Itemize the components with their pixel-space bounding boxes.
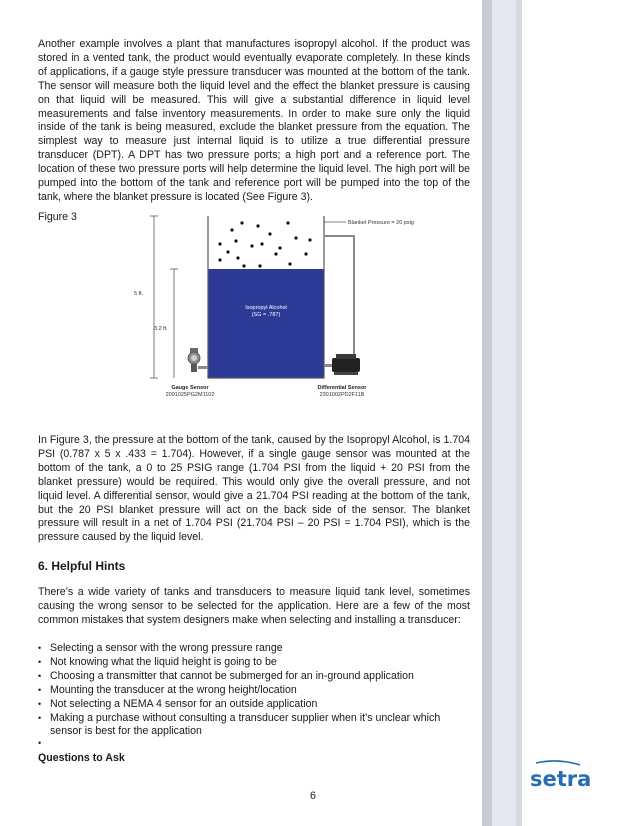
side-stripe-mid [516, 0, 522, 826]
explanation-paragraph: In Figure 3, the pressure at the bottom of the tank, caused by the Isopropyl Alcohol, is 1.704 PSI (0.787 x 5 x .433 = 1.704). However, if a single gauge sensor was mounted at the bottom of the tank, a 0 to 25 PSIG range (1.704 PSI from the liquid + 20 PSI from the blanket pressure) would be required. This would only give the overall pressure, and not liquid level. A differential sensor, would give a 21.704 PSI reading at the bottom of the tank, but the 20 PSI blanket pressure will act on the back side of the sensor. The blanket pressure will result in a net of 1.704 PSI (21.704 PSI – 20 PSI = 1.704 PSI), which is the pressure caused by the liquid level. [38, 434, 470, 544]
tank-diagram [120, 208, 420, 403]
figure-label: Figure 3 [38, 211, 77, 223]
reference-pipe [324, 236, 354, 362]
liquid-sg-label: (SG = .787) [251, 312, 281, 318]
list-item: • Selecting a sensor with the wrong pressure range [38, 642, 470, 656]
list-item: • Not selecting a NEMA 4 sensor for an outside application [38, 698, 470, 712]
list-item: • Making a purchase without consulting a transducer supplier when it’s unclear which sensor is best for the application [38, 712, 470, 740]
side-stripe-light [492, 0, 516, 826]
gauge-sensor-model: 2091025PG2M1102 [165, 392, 215, 398]
intro-paragraph: Another example involves a plant that manufactures isopropyl alcohol. If the product was stored in a vented tank, the product would eventually evaporate completely. In these kinds of applications, if a gauge style pressure transducer was mounted at the bottom of the tank. The sensor will measure both the liquid level and the effect the blanket pressure is causing on that liquid will be measured. This will give a substantial difference in liquid level measurements and false inventory measurements. In order to make sure only the liquid inside of the tank is being measured, exclude the blanket pressure from the equation. The simplest way to measure just internal liquid is to utilize a true differential pressure transducer (DPT). A DPT has two pressure ports; a high port and a reference port. The location of these two pressure ports will help determine the liquid level. The high port will be pumped into the bottom of the tank and reference port will be pumped into the top of the tank, where the blanket pressure is located (See Figure 3). [38, 38, 470, 203]
hints-intro-paragraph: There’s a wide variety of tanks and transducers to measure liquid tank level, sometimes causing the wrong sensor to be selected for the application. Here are a few of the most common mistakes that system designers make when selecting and installing a transducer: [38, 586, 470, 626]
diff-sensor-model: 2301002PD2F11B [319, 392, 365, 398]
liquid-fill [208, 269, 324, 378]
list-item: • Not knowing what the liquid height is going to be [38, 656, 470, 670]
diff-sensor-name: Differential Sensor [317, 385, 367, 391]
differential-sensor-icon [324, 354, 360, 375]
section-title: 6. Helpful Hints [38, 559, 126, 573]
list-item: • Choosing a transmitter that cannot be submerged for an in-ground application [38, 670, 470, 684]
gauge-sensor-icon [188, 348, 208, 372]
liquid-height-label: 3.2 ft. [154, 326, 168, 332]
empty-bullet: • [38, 738, 42, 748]
liquid-name-label: Isopropyl Alcohol [245, 305, 287, 311]
setra-logo [528, 760, 598, 796]
logo-arc [536, 761, 580, 765]
list-item: • Mounting the transducer at the wrong height/location [38, 684, 470, 698]
tank-height-label: 5 ft. [134, 291, 144, 297]
logo-text: setra [530, 767, 592, 791]
questions-heading: Questions to Ask [38, 752, 125, 764]
hints-list [38, 642, 470, 739]
side-stripe-dark [482, 0, 492, 826]
blanket-pressure-label: Blanket Pressure = 20 psig [348, 220, 414, 226]
gas-particles [218, 221, 311, 267]
page-number: 6 [310, 790, 316, 802]
gauge-sensor-name: Gauge Sensor [171, 385, 209, 391]
